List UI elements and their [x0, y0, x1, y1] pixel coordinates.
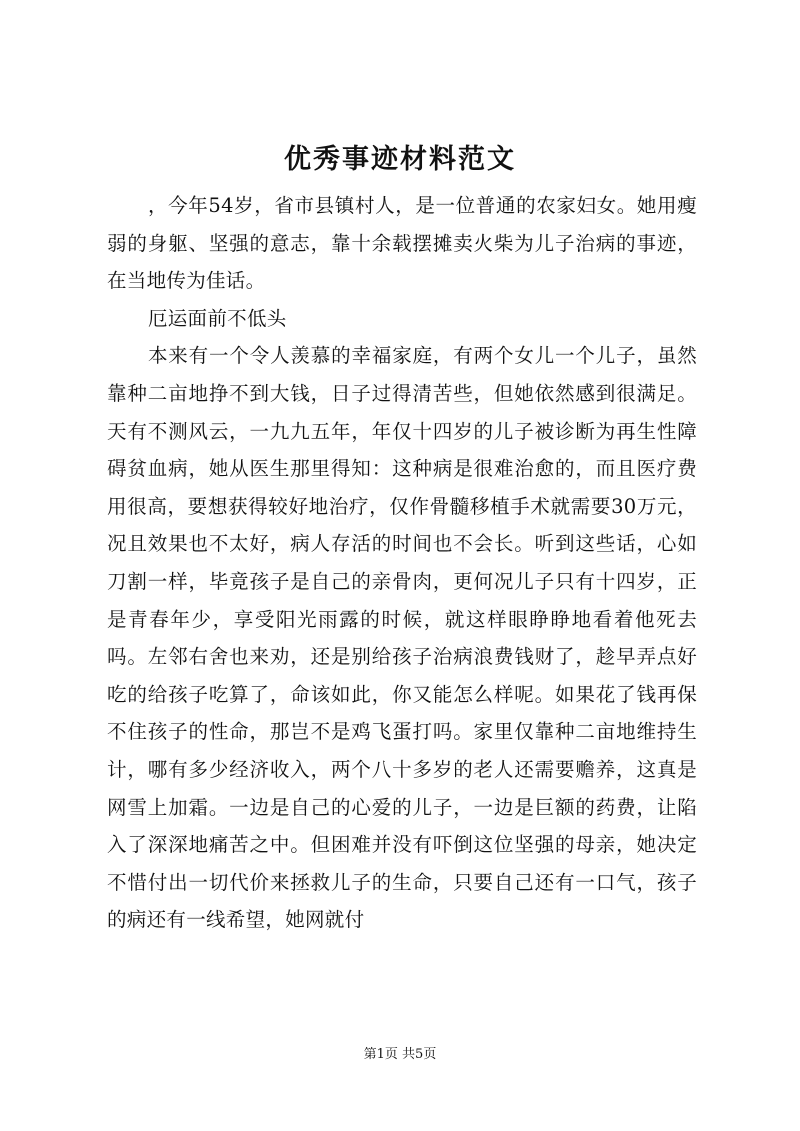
section-heading: 厄运面前不低头 [147, 306, 287, 330]
document-body [107, 187, 697, 939]
page-footer: 第1页 共5页 [363, 1047, 437, 1062]
paragraph-story: 本来有一个令人羡慕的幸福家庭，有两个女儿一个儿子，虽然靠种二亩地挣不到大钱，日子过得清苦些，但她依然感到很满足。天有不测风云，一九九五年，年仅十四岁的儿子被诊断为再生性障碍贫血病，她从医生那里得知：这种病是很难治愈的，而且医疗费用很高，要想获得较好地治疗，仅作骨髓移植手术就需要30万元，况且效果也不太好，病人存活的时间也不会长。听到这些话，心如刀割一样，毕竟孩子是自己的亲骨肉，更何况儿子只有十四岁，正是青春年少，享受阳光雨露的时候，就这样眼睁睁地看着他死去吗。左邻右舍也来劝，还是别给孩子治病浪费钱财了，趁早弄点好吃的给孩子吃算了，命该如此，你又能怎么样呢。如果花了钱再保不住孩子的性命，那岂不是鸡飞蛋打吗。家里仅靠种二亩地维持生计，哪有多少经济收入，两个八十多岁的老人还需要赡养，这真是网雪上加霜。一边是自己的心爱的儿子，一边是巨额的药费，让陷入了深深地痛苦之中。但困难并没有吓倒这位坚强的母亲，她决定不惜付出一切代价来拯救儿子的生命，只要自己还有一口气，孩子的病还有一线希望，她网就付 [107, 344, 697, 932]
paragraph-intro: ，今年54岁，省市县镇村人，是一位普通的农家妇女。她用瘦弱的身躯、坚强的意志，靠十余载摆摊卖火柴为儿子治病的事迹，在当地传为佳话。 [107, 194, 697, 293]
document-title: 优秀事迹材料范文 [284, 144, 516, 175]
